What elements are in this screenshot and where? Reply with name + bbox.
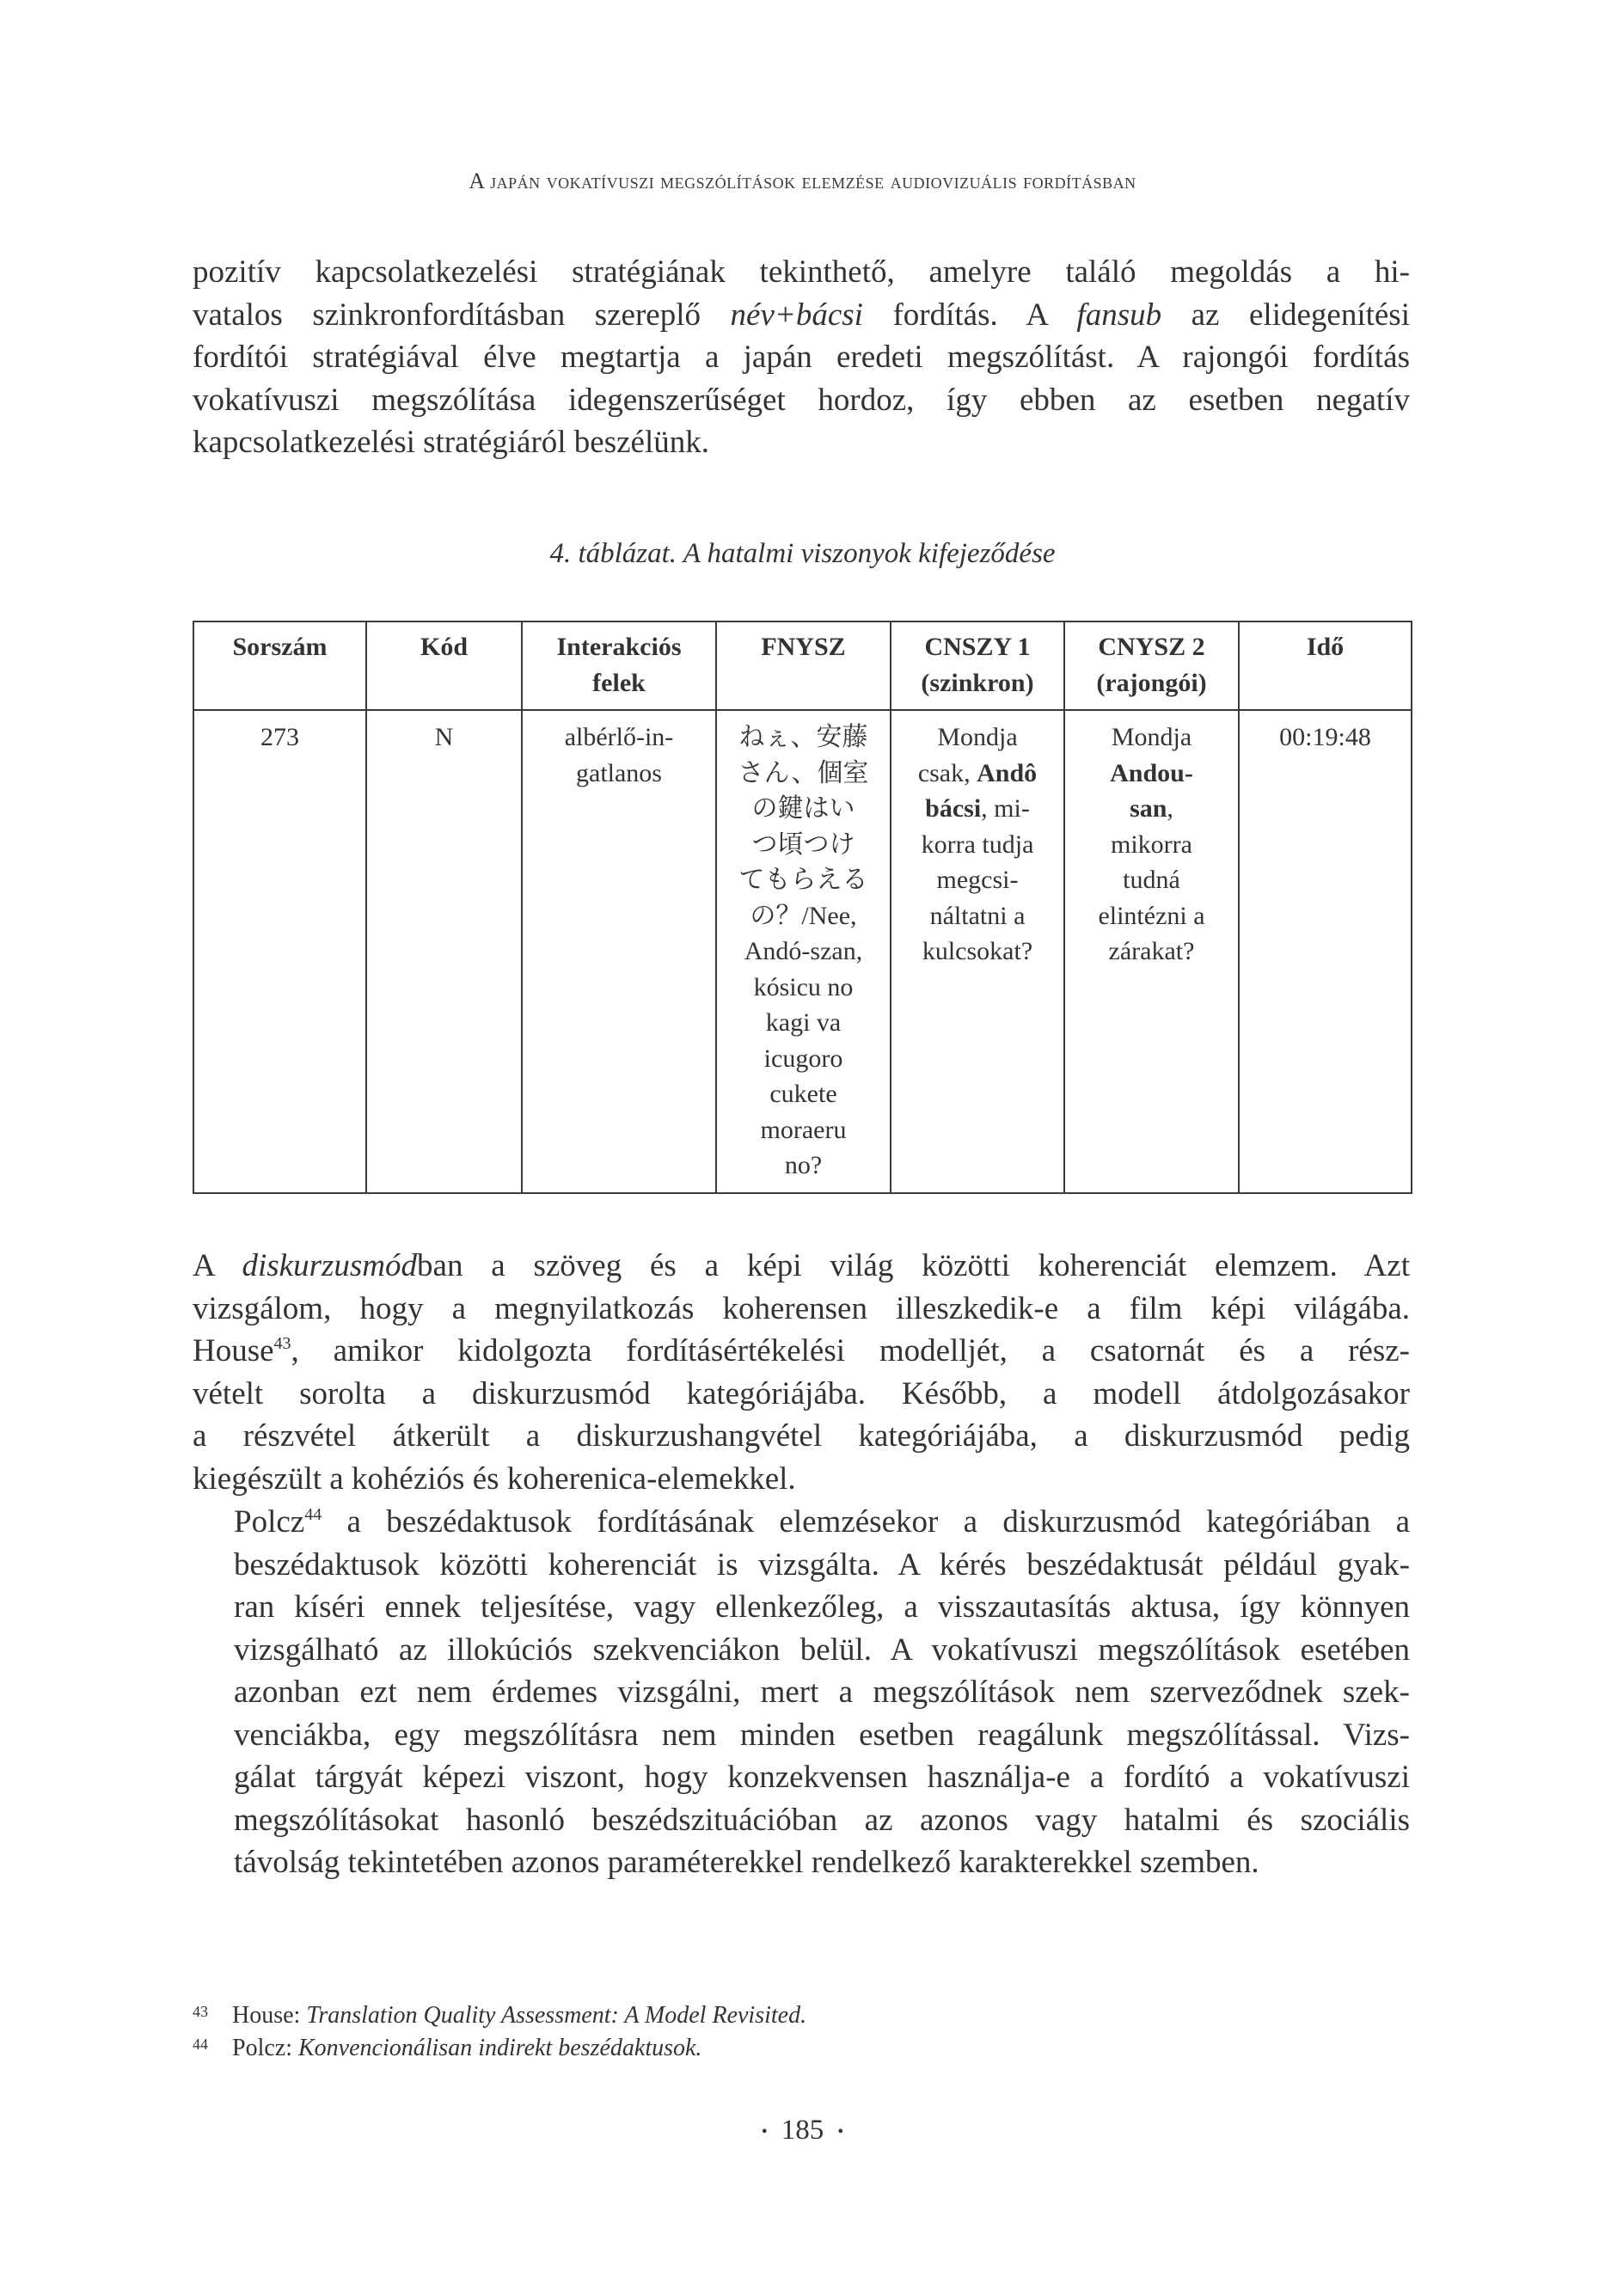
cell-line: N [434, 723, 454, 751]
text-run: kapcsolatkezelési stratégiáról beszélünk. [193, 425, 709, 460]
text-run: elintézni a [1098, 901, 1205, 930]
cell-line: Andó-szan, [744, 937, 863, 965]
cell-line: さん、個室 [738, 758, 869, 787]
cell-interakcios-felek [522, 710, 716, 1193]
text-line [193, 1586, 1410, 1629]
cell-ido [1239, 710, 1412, 1193]
text-run: csak, [917, 758, 977, 787]
footnote-number: 43 [193, 2003, 208, 2020]
header-text: Interakciós [556, 633, 682, 661]
text-run: mikorra [1111, 830, 1192, 859]
cell-line [900, 719, 1055, 756]
cell-line: icugoro [763, 1044, 843, 1073]
text-run: kulcsokat? [922, 937, 1033, 965]
footnote-number: 44 [193, 2036, 208, 2053]
text-line [193, 1841, 1410, 1884]
text-run: náltatni a [929, 901, 1026, 930]
paragraph-1 [193, 251, 1410, 464]
text-run: zárakat? [1108, 937, 1195, 965]
text-run: vizsgálható az illokúciós szekvenciákon belül. A vokatívuszi megszólítások esetében [234, 1632, 1410, 1668]
bold-text: bácsi [925, 794, 982, 823]
cell-line [900, 862, 1055, 898]
text-line [193, 336, 1410, 379]
cell-cnysz2 [1064, 710, 1239, 1193]
footnotes [193, 1999, 806, 2065]
text-run: A [193, 1248, 242, 1283]
cell-sorszam [193, 710, 366, 1193]
paragraph-2 [193, 1245, 1410, 1500]
cell-kod [366, 710, 522, 1193]
cell-line: no? [784, 1151, 823, 1179]
table-caption: 4. táblázat. A hatalmi viszonyok kifejeződése [549, 538, 1056, 569]
cell-line [1074, 791, 1229, 827]
text-line [193, 1373, 1410, 1416]
cell-cnszy1 [891, 710, 1064, 1193]
cell-line: てもらえる [738, 866, 868, 894]
paragraph-3 [193, 1501, 1410, 1884]
text-run: Mondja [937, 723, 1018, 751]
text-line [193, 1671, 1410, 1714]
ornament-dot-left: • [761, 2122, 768, 2141]
header-text: (rajongói) [1096, 668, 1207, 697]
text-run: megcsi- [936, 866, 1019, 894]
cell-line: 273 [260, 723, 299, 751]
cell-line [1074, 898, 1229, 934]
text-run: ran kíséri ennek teljesítése, vagy ellenkezőleg, a visszautasítás aktusa, így könnyen [234, 1589, 1410, 1625]
text-run: távolság tekintetében azonos paraméterekkel rendelkező karakterekkel szemben. [234, 1845, 1259, 1880]
text-run: fordítói stratégiával élve megtartja a japán eredeti megszólítást. A rajongói fordítás [193, 340, 1410, 375]
text-run: a részvétel átkerült a diskurzushangvétel kategóriájába, a diskurzusmód pedig [193, 1418, 1410, 1454]
italic-text: fansub [1076, 297, 1162, 333]
cell-line: cukete [769, 1080, 837, 1108]
column-header-interakcios-felek [522, 621, 716, 710]
text-run: , mi- [981, 794, 1030, 823]
cell-fnysz [716, 710, 891, 1193]
cell-line: 00:19:48 [1279, 723, 1371, 751]
text-run: , [1167, 794, 1173, 823]
text-line [193, 1245, 1410, 1288]
text-run: Polcz [234, 1504, 305, 1540]
text-run: ban a szöveg és a képi világ közötti koherenciát elemzem. Azt [417, 1248, 1410, 1283]
text-run: azonban ezt nem érdemes vizsgálni, mert a megszólítások nem szerveződnek szek- [234, 1675, 1410, 1710]
footnote-ref: 43 [273, 1334, 291, 1353]
header-text: felek [592, 668, 646, 697]
cell-line: の？/Nee, [750, 901, 857, 930]
italic-text: név+bácsi [730, 297, 863, 333]
cell-line [1074, 719, 1229, 756]
cell-line [1074, 827, 1229, 863]
header-text: FNYSZ [761, 633, 846, 661]
column-header-cnszy1 [891, 621, 1064, 710]
header-text: CNYSZ 2 [1098, 633, 1205, 661]
text-run: vizsgálom, hogy a megnyilatkozás koherensen illeszkedik-e a film képi világába. [193, 1290, 1410, 1326]
bold-text: san [1130, 794, 1167, 823]
header-text: Idő [1306, 633, 1345, 661]
column-header-cnysz2 [1064, 621, 1239, 710]
cell-line: moraeru [760, 1115, 847, 1144]
cell-line [900, 756, 1055, 792]
text-run: vételt sorolta a diskurzusmód kategóriájába. Később, a modell átdolgozásakor [193, 1375, 1410, 1411]
column-header-sorszam [193, 621, 366, 710]
cell-line [900, 827, 1055, 863]
text-run: pozitív kapcsolatkezelési stratégiának tekinthető, amelyre találó megoldás a hi- [193, 254, 1410, 290]
text-line [193, 1330, 1410, 1373]
text-line [193, 251, 1410, 294]
footnote-ref: 44 [304, 1505, 322, 1524]
cell-line [900, 898, 1055, 934]
table-header-row [193, 621, 1412, 710]
cell-line [1074, 756, 1229, 792]
ornament-dot-right: • [837, 2122, 844, 2141]
cell-line [900, 934, 1055, 970]
cell-line: gatlanos [576, 758, 662, 787]
page-number-value: 185 [781, 2115, 824, 2146]
text-line [193, 1799, 1410, 1842]
text-run: venciákba, egy megszólításra nem minden esetben reagálunk megszólítással. Vizs- [234, 1717, 1410, 1753]
text-line [193, 1629, 1410, 1672]
text-run: a beszédaktusok fordításának elemzésekor a diskurzusmód kategóriában a [322, 1504, 1410, 1540]
text-run: az elidegenítési [1161, 297, 1410, 333]
text-run: kiegészült a kohéziós és koherenica-elemekkel. [193, 1460, 796, 1497]
text-line [193, 1544, 1410, 1587]
text-run: , amikor kidolgozta fordításértékelési modelljét, a csatornát és a rész- [291, 1333, 1410, 1368]
text-run: korra tudja [921, 830, 1034, 859]
text-line [193, 1756, 1410, 1799]
header-text: Kód [420, 633, 469, 661]
header-text: Sorszám [232, 633, 328, 661]
text-run: vatalos szinkronfordításban szereplő [193, 297, 731, 333]
text-run: beszédaktusok közötti koherenciát is vizsgálta. A kérés beszédaktusát például gyak- [234, 1546, 1410, 1583]
italic-text: diskurzusmód [242, 1248, 418, 1283]
text-run: Mondja [1111, 723, 1192, 751]
bold-text: Andô [977, 758, 1038, 787]
text-line [193, 294, 1410, 337]
cell-line: albérlő-in- [564, 723, 674, 751]
footnote [193, 2032, 806, 2065]
cell-line: の鍵はい [751, 794, 855, 823]
bold-text: Andou- [1110, 758, 1193, 787]
column-header-kod [366, 621, 522, 710]
text-line [193, 1501, 1410, 1544]
text-run: gálat tárgyát képezi viszont, hogy konzekvensen használja-e a fordító a vokatívuszi [234, 1760, 1410, 1795]
footnote-author: House: [232, 2002, 307, 2029]
page-number [0, 2115, 1605, 2146]
cell-line: kagi va [765, 1008, 842, 1037]
footnote-title: Konvencionálisan indirekt beszédaktusok. [298, 2035, 702, 2061]
data-table [193, 621, 1412, 1194]
text-line [193, 421, 1410, 464]
table-row [193, 710, 1412, 1193]
text-line [193, 1714, 1410, 1757]
text-run: megszólításokat hasonló beszédszituációban az azonos vagy hatalmi és szociális [234, 1802, 1410, 1838]
column-header-fnysz [716, 621, 891, 710]
text-run: fordítás. A [862, 297, 1077, 333]
text-run: tudná [1123, 866, 1180, 894]
text-run: vokatívuszi megszólítása idegenszerűséget hordoz, így ebben az esetben negatív [193, 382, 1410, 418]
column-header-ido [1239, 621, 1412, 710]
header-text: (szinkron) [921, 668, 1034, 697]
footnote-title: Translation Quality Assessment: A Model Revisited. [306, 2002, 807, 2029]
text-line [193, 1415, 1410, 1458]
text-run: House [193, 1333, 274, 1368]
cell-line [1074, 862, 1229, 898]
cell-line: つ頃つけ [751, 830, 855, 859]
cell-line: ねぇ、安藤 [738, 723, 868, 751]
cell-line [1074, 934, 1229, 970]
footnote-author: Polcz: [232, 2035, 298, 2061]
header-text: CNSZY 1 [924, 633, 1031, 661]
running-head: A japán vokatívuszi megszólítások elemzése audiovizuális fordításban [469, 168, 1136, 193]
text-line [193, 1458, 1410, 1501]
cell-line [900, 791, 1055, 827]
text-line [193, 379, 1410, 422]
cell-line: kósicu no [753, 972, 854, 1001]
text-line [193, 1288, 1410, 1331]
footnote [193, 1999, 806, 2032]
